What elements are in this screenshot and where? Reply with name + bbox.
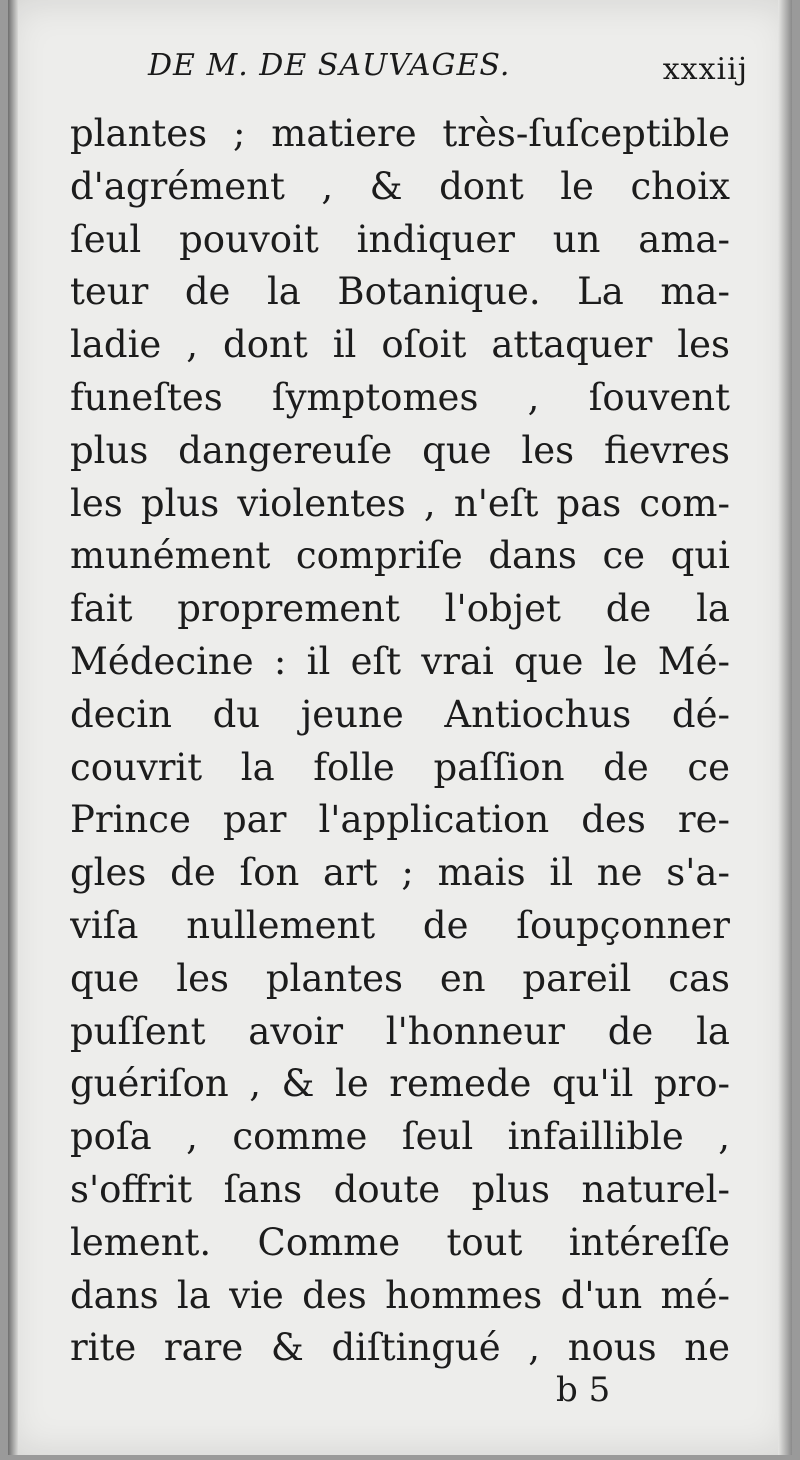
text-line: rite rare & diſtingué , nous ne	[70, 1326, 730, 1370]
text-line: d'agrément , & dont le choix	[70, 164, 730, 208]
text-line: couvrit la folle paſſion de ce	[70, 745, 730, 789]
text-line: que les plantes en pareil cas	[70, 956, 730, 1000]
text-line: decin du jeune Antiochus dé-	[70, 692, 730, 736]
page-number: xxxiij	[662, 52, 748, 87]
text-line: ladie , dont il oſoit attaquer les	[70, 323, 730, 367]
text-line: guériſon , & le remede qu'il pro-	[70, 1062, 730, 1106]
text-line: teur de la Botanique. La ma-	[70, 270, 730, 314]
text-line: fait proprement l'objet de la	[70, 587, 730, 631]
text-line: puſſent avoir l'honneur de la	[70, 1009, 730, 1053]
book-page	[8, 0, 792, 1455]
text-line: poſa , comme ſeul infaillible ,	[70, 1115, 730, 1159]
text-line: munément compriſe dans ce qui	[70, 534, 730, 578]
running-head-title: DE M. DE SAUVAGES.	[148, 48, 511, 83]
page-left-edge	[8, 0, 18, 1455]
text-line: ſeul pouvoit indiquer un ama-	[70, 217, 730, 261]
text-line: gles de ſon art ; mais il ne s'a-	[70, 851, 730, 895]
running-head	[148, 48, 748, 104]
text-line: dans la vie des hommes d'un mé-	[70, 1273, 730, 1317]
text-line: s'offrit ſans doute plus naturel-	[70, 1167, 730, 1211]
text-line: funeſtes ſymptomes , ſouvent	[70, 375, 730, 419]
body-text	[70, 108, 730, 1375]
text-line: Médecine : il eſt vrai que le Mé-	[70, 639, 730, 683]
page-right-edge	[778, 0, 792, 1455]
text-line: Prince par l'application des re-	[70, 798, 730, 842]
text-line: plantes ; matiere très-ſuſceptible	[70, 112, 730, 155]
text-line: les plus violentes , n'eſt pas com-	[70, 481, 730, 525]
text-line: plus dangereuſe que les fievres	[70, 428, 730, 472]
signature-mark: b 5	[556, 1370, 611, 1410]
text-line: viſa nullement de ſoupçonner	[70, 903, 730, 947]
text-line: lement. Comme tout intéreſſe	[70, 1220, 730, 1264]
